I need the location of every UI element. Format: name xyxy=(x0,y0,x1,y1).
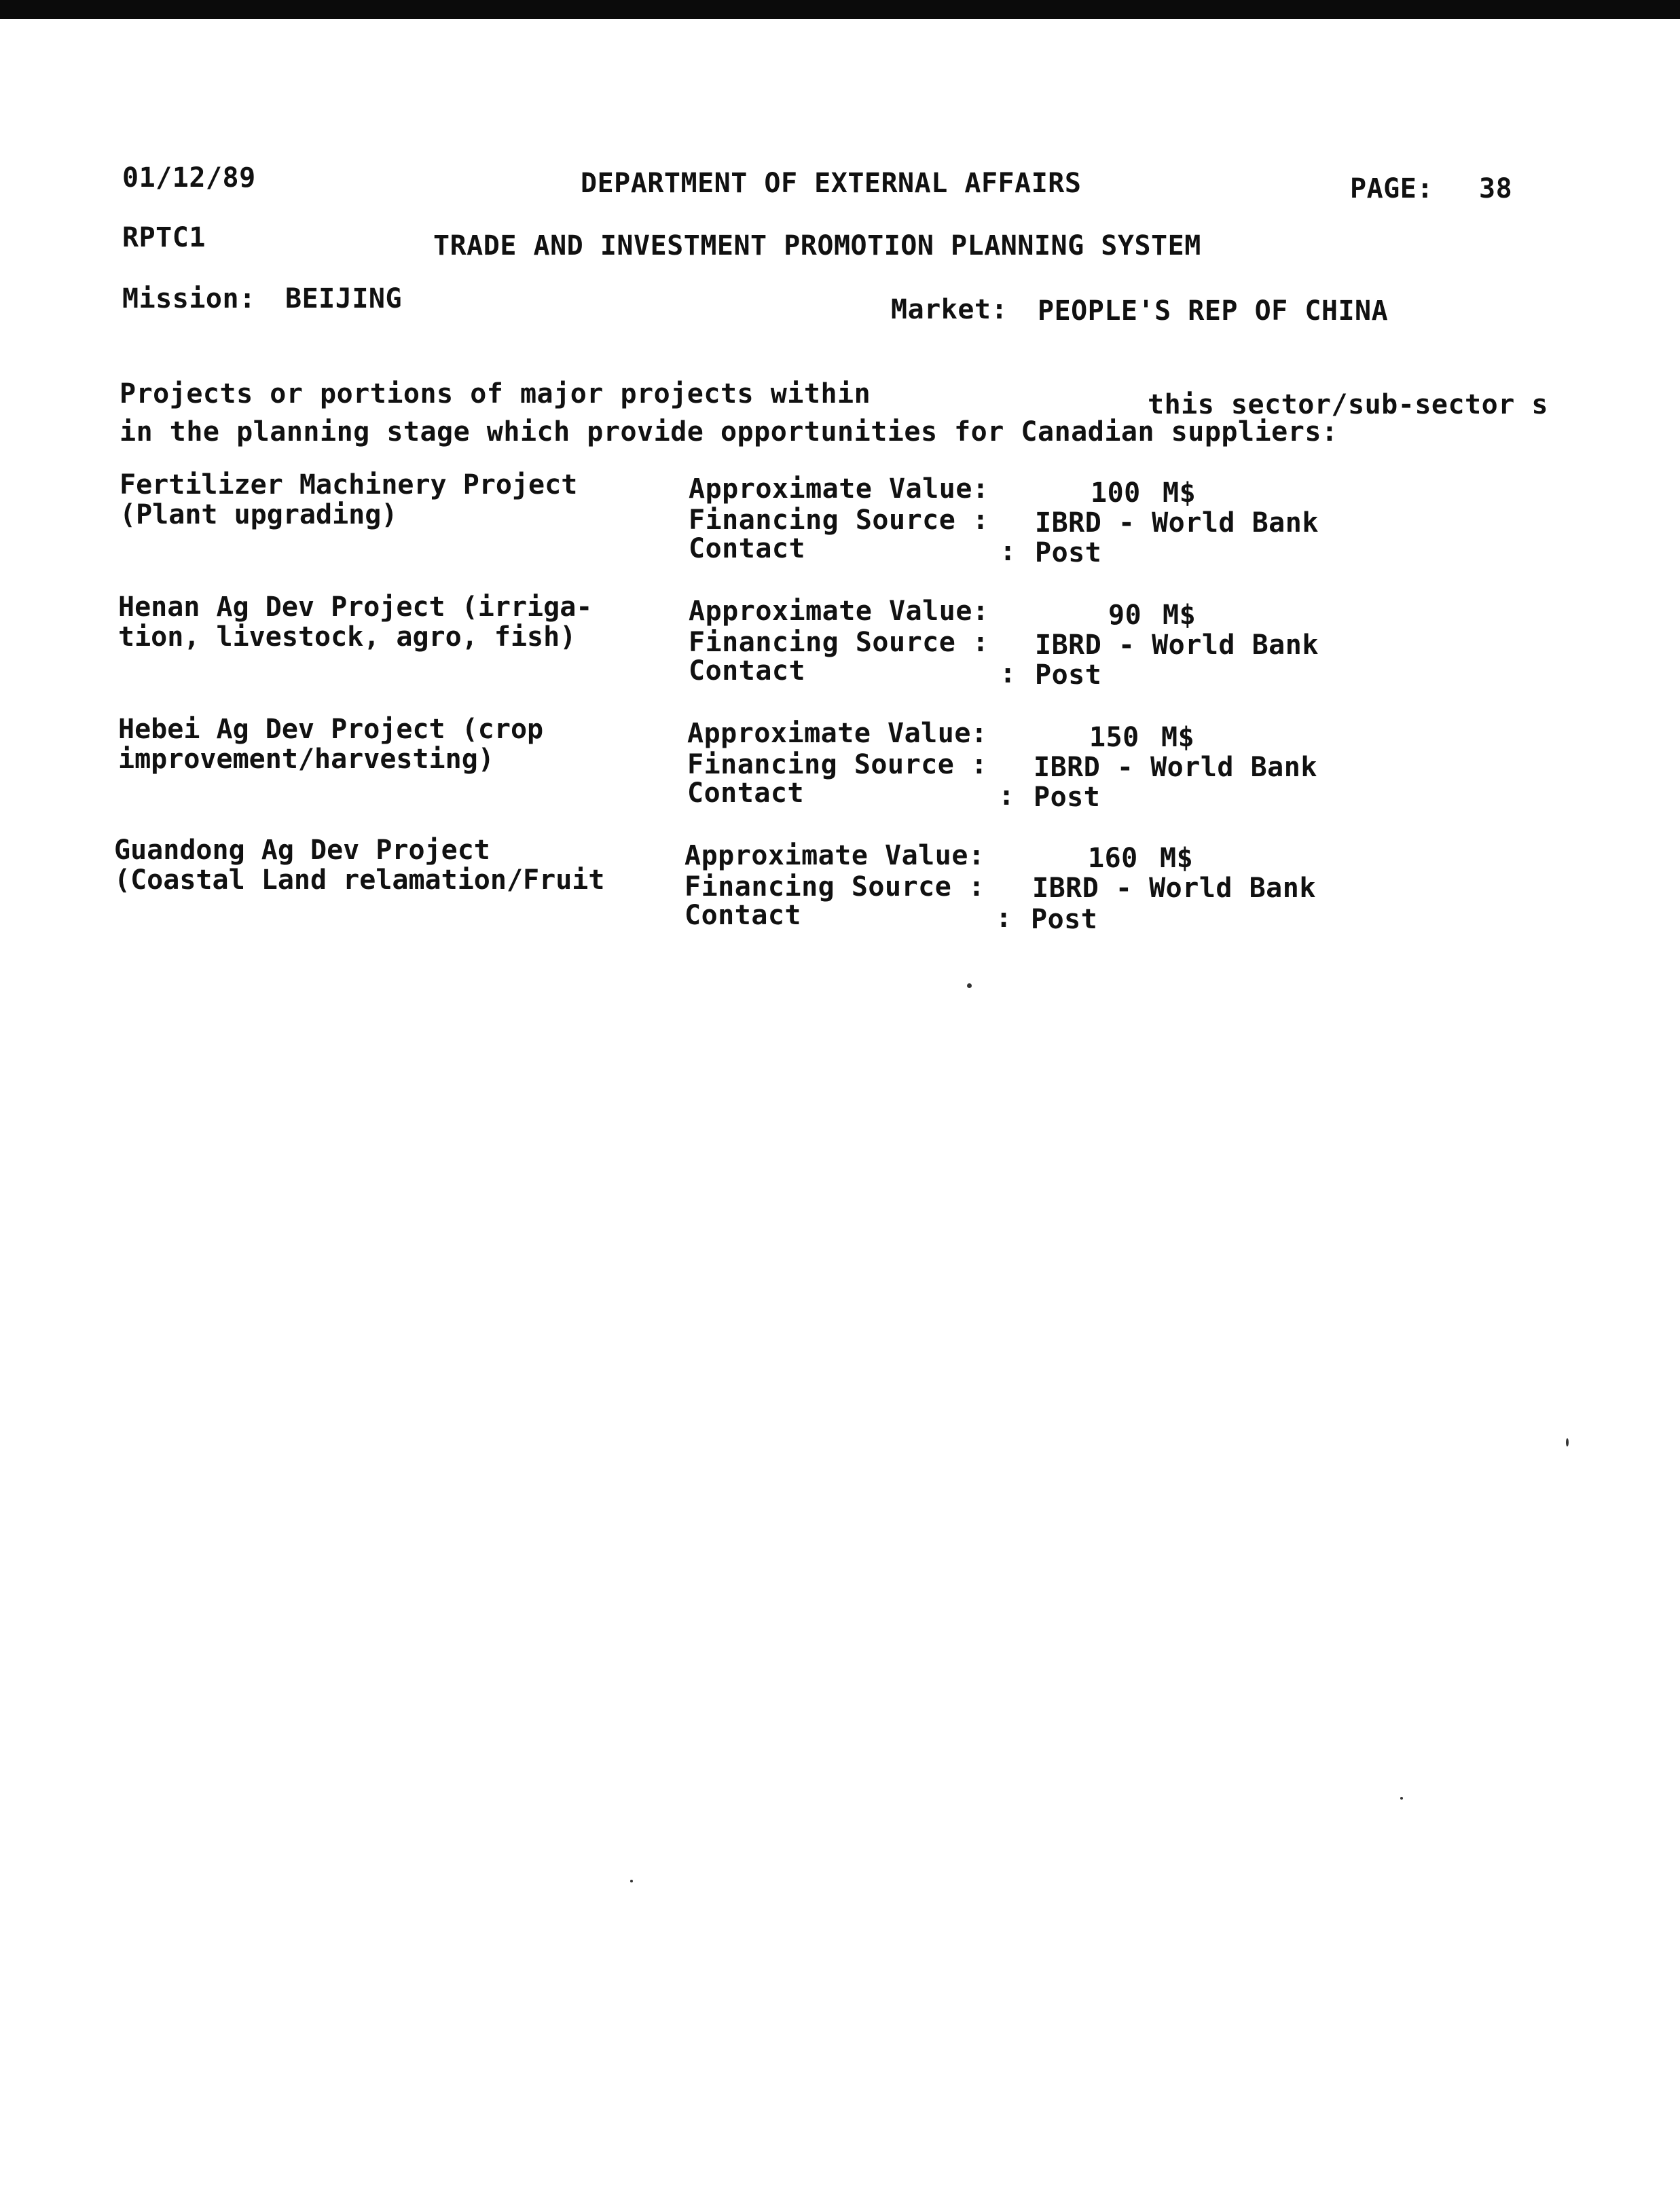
contact-label: Contact xyxy=(687,778,805,809)
scan-top-border xyxy=(0,0,1680,19)
scan-speck xyxy=(967,983,972,988)
approximate-value-label: Approximate Value: xyxy=(684,840,985,871)
project-name-line-1: Guandong Ag Dev Project xyxy=(114,835,490,866)
contact-colon: : xyxy=(1000,536,1017,567)
project-name-line-1: Henan Ag Dev Project (irriga- xyxy=(118,591,593,623)
intro-line-2: in the planning stage which provide opportunities for Canadian suppliers: xyxy=(120,416,1338,448)
approximate-value-amount: 90 xyxy=(1108,600,1142,631)
financing-source-value: IBRD - World Bank xyxy=(1032,873,1316,904)
market-value: PEOPLE'S REP OF CHINA xyxy=(1038,295,1389,327)
system-title: TRADE AND INVESTMENT PROMOTION PLANNING SYSTEM xyxy=(433,230,1201,261)
mission-label: Mission: xyxy=(122,283,256,314)
financing-source-label: Financing Source : xyxy=(684,871,985,903)
financing-source-label: Financing Source : xyxy=(687,749,988,780)
mission-value: BEIJING xyxy=(285,283,403,314)
contact-label: Contact xyxy=(684,900,802,931)
financing-source-value: IBRD - World Bank xyxy=(1034,752,1317,783)
intro-line-1b: this sector/sub-sector s xyxy=(1148,389,1548,420)
scan-speck xyxy=(1400,1797,1403,1800)
approximate-value-amount: 160 xyxy=(1088,843,1138,874)
approximate-value-unit: M$ xyxy=(1163,600,1197,631)
financing-source-label: Financing Source : xyxy=(689,505,989,536)
page-label: PAGE: xyxy=(1350,173,1434,204)
financing-source-label: Financing Source : xyxy=(689,627,989,658)
approximate-value-amount: 100 xyxy=(1091,477,1141,509)
contact-colon: : xyxy=(996,903,1012,934)
market-label: Market: xyxy=(891,294,1008,325)
approximate-value-label: Approximate Value: xyxy=(689,596,989,627)
department-title: DEPARTMENT OF EXTERNAL AFFAIRS xyxy=(581,168,1082,199)
approximate-value-unit: M$ xyxy=(1160,843,1194,874)
approximate-value-unit: M$ xyxy=(1161,722,1195,753)
approximate-value-label: Approximate Value: xyxy=(687,718,988,749)
scan-speck xyxy=(630,1880,633,1882)
contact-value: Post xyxy=(1035,537,1102,568)
project-name-line-2: (Plant upgrading) xyxy=(120,499,398,530)
contact-label: Contact xyxy=(689,655,806,687)
intro-line-1a: Projects or portions of major projects within xyxy=(120,378,871,409)
contact-label: Contact xyxy=(689,533,806,564)
project-name-line-1: Fertilizer Machinery Project xyxy=(120,469,578,500)
project-name-line-2: improvement/harvesting) xyxy=(118,744,494,775)
approximate-value-amount: 150 xyxy=(1089,722,1139,753)
page-number: 38 xyxy=(1479,173,1513,204)
contact-value: Post xyxy=(1034,782,1101,813)
project-name-line-2: tion, livestock, agro, fish) xyxy=(118,621,577,653)
financing-source-value: IBRD - World Bank xyxy=(1035,630,1319,661)
contact-value: Post xyxy=(1031,904,1098,935)
report-date: 01/12/89 xyxy=(122,162,256,194)
contact-colon: : xyxy=(1000,658,1017,689)
scan-speck xyxy=(1566,1438,1569,1446)
contact-value: Post xyxy=(1035,659,1102,691)
report-code: RPTC1 xyxy=(122,222,206,253)
project-name-line-1: Hebei Ag Dev Project (crop xyxy=(118,714,544,745)
project-name-line-2: (Coastal Land relamation/Fruit xyxy=(114,864,605,896)
approximate-value-label: Approximate Value: xyxy=(689,473,989,505)
contact-colon: : xyxy=(998,780,1015,812)
financing-source-value: IBRD - World Bank xyxy=(1035,507,1319,539)
approximate-value-unit: M$ xyxy=(1163,477,1197,509)
